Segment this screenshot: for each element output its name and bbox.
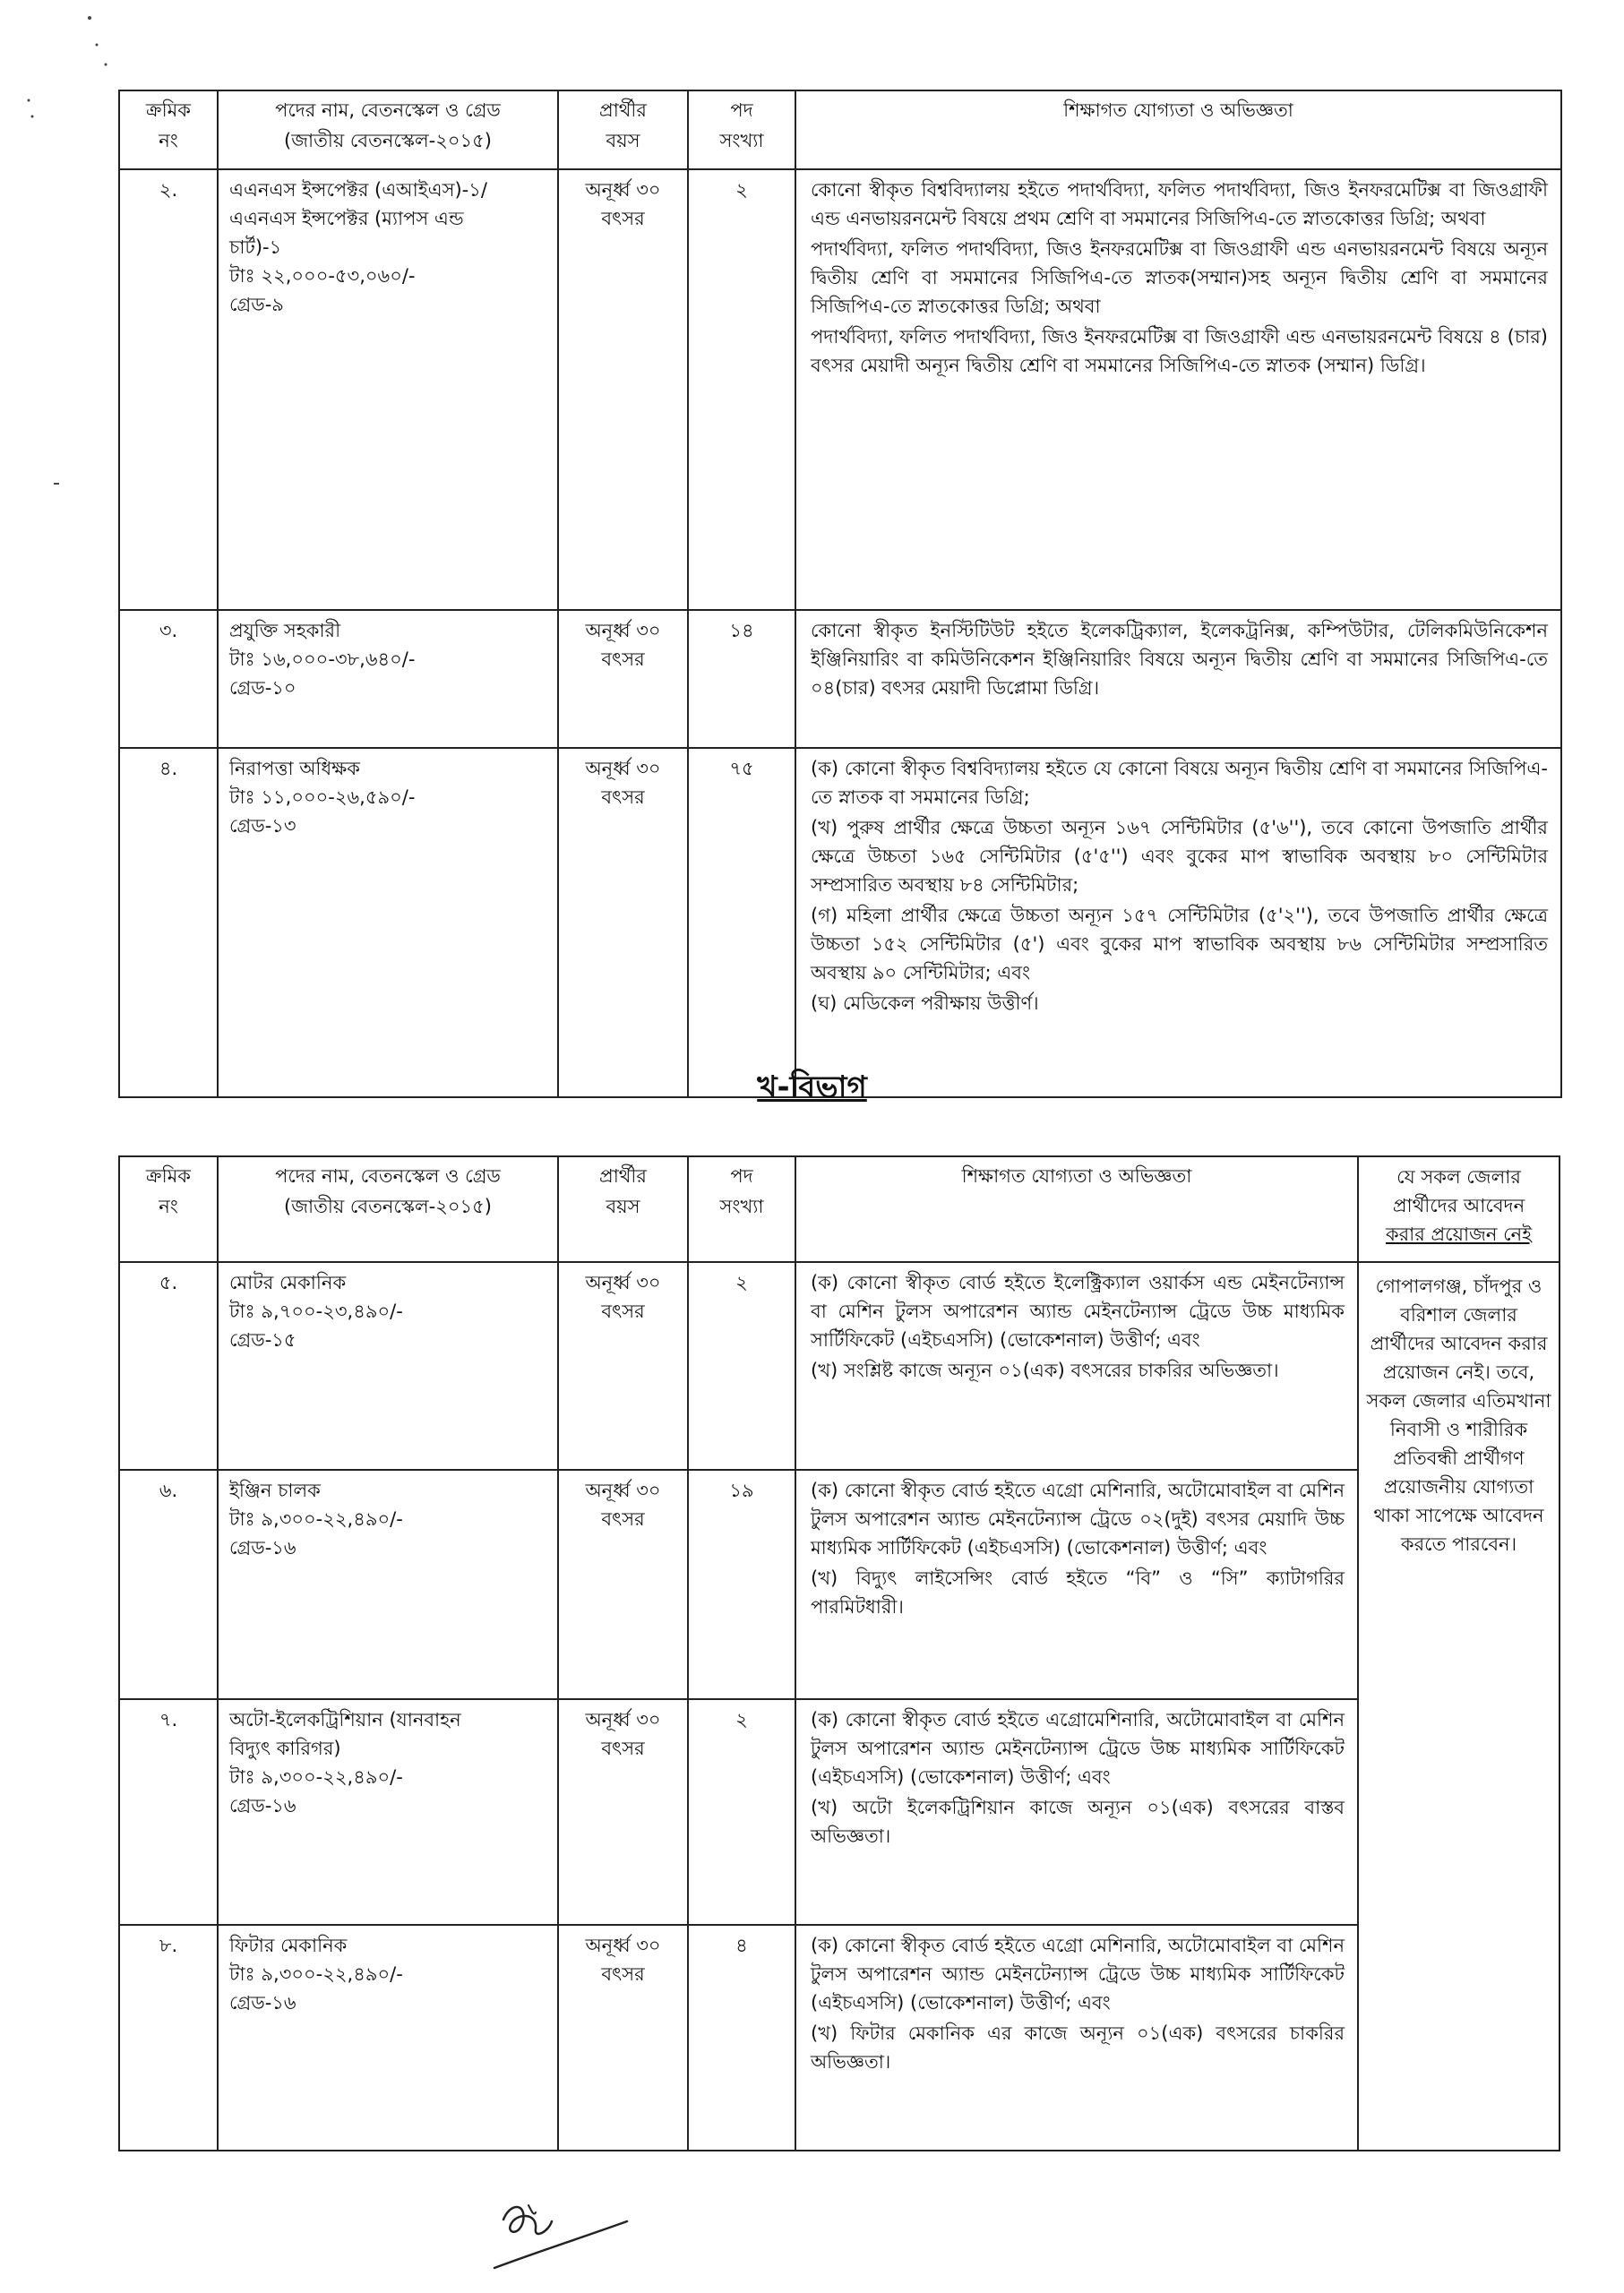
row-age: অনূর্ধ্ব ৩০ বৎসর — [558, 169, 688, 610]
row-count: ২ — [688, 1262, 795, 1470]
header-qualification: শিক্ষাগত যোগ্যতা ও অভিজ্ঞতা — [795, 1156, 1358, 1262]
section-a-table — [118, 90, 1562, 1098]
section-b-table — [118, 1155, 1560, 2151]
row-post: নিরাপত্তা অধিক্ষক টাঃ ১১,০০০-২৬,৫৯০/- গ্রেড-১৩ — [218, 748, 558, 1097]
row-count: ৭৫ — [688, 748, 795, 1097]
row-count: ৪ — [688, 1925, 795, 2151]
row-qualification: (ক) কোনো স্বীকৃত বোর্ড হইতে এগ্রোমেশিনারি, অটোমোবাইল বা মেশিন টুলস অপারেশন অ্যান্ড মেইনটেন্যান্স ট্রেডে উচ্চ মাধ্যমিক সার্টিফিকেট (এইচএসসি) (ভোকেশনাল) উত্তীর্ণ; এবং (খ) অটো ইলেকট্রিশিয়ান কাজে অন্যূন ০১(এক) বৎসরের বাস্তব অভিজ্ঞতা। — [795, 1699, 1358, 1925]
row-age: অনূর্ধ্ব ৩০ বৎসর — [558, 1262, 688, 1470]
row-age: অনূর্ধ্ব ৩০ বৎসর — [558, 610, 688, 748]
header-age: প্রার্থীর বয়স — [558, 1156, 688, 1262]
table-row — [119, 1470, 1560, 1699]
row-serial: ৫. — [119, 1262, 218, 1470]
row-qualification: (ক) কোনো স্বীকৃত বোর্ড হইতে এগ্রো মেশিনারি, অটোমোবাইল বা মেশিন টুলস অপারেশন অ্যান্ড মেইনটেন্যান্স ট্রেডে ০২(দুই) বৎসর মেয়াদি উচ্চ মাধ্যমিক সার্টিফিকেট (এইচএসসি) (ভোকেশনাল) উত্তীর্ণ; এবং (খ) বিদ্যুৎ লাইসেন্সিং বোর্ড হইতে “বি” ও “সি” ক্যাটাগরির পারমিটধারী। — [795, 1470, 1358, 1699]
row-qualification: কোনো স্বীকৃত বিশ্ববিদ্যালয় হইতে পদার্থবিদ্যা, ফলিত পদার্থবিদ্যা, জিও ইনফরমেটিক্স বা জিওগ্রাফী এন্ড এনভায়রনমেন্ট বিষয়ে প্রথম শ্রেণি বা সমমানের সিজিপিএ-তে স্নাতকোত্তর ডিগ্রি; অথবা পদার্থবিদ্যা, ফলিত পদার্থবিদ্যা, জিও ইনফরমেটিক্স বা জিওগ্রাফী এন্ড এনভায়রনমেন্ট বিষয়ে অন্যূন দ্বিতীয় শ্রেণি বা সমমানের সিজিপিএ-তে স্নাতক(সম্মান)সহ অন্যূন দ্বিতীয় শ্রেণি বা সমমানের সিজিপিএ-তে স্নাতকোত্তর ডিগ্রি; অথবা পদার্থবিদ্যা, ফলিত পদার্থবিদ্যা, জিও ইনফরমেটিক্স বা জিওগ্রাফী এন্ড এনভায়রনমেন্ট বিষয়ে ৪ (চার) বৎসর মেয়াদী অন্যূন দ্বিতীয় শ্রেণি বা সমমানের সিজিপিএ-তে স্নাতক (সম্মান) ডিগ্রি। — [795, 169, 1561, 610]
header-post: পদের নাম, বেতনস্কেল ও গ্রেড (জাতীয় বেতনস্কেল-২০১৫) — [218, 1156, 558, 1262]
section-b-title: খ-বিভাগ — [757, 1069, 867, 1105]
table-row — [119, 1699, 1560, 1925]
row-post: প্রযুক্তি সহকারী টাঃ ১৬,০০০-৩৮,৬৪০/- গ্রেড-১০ — [218, 610, 558, 748]
table-row — [119, 169, 1561, 610]
row-age: অনূর্ধ্ব ৩০ বৎসর — [558, 748, 688, 1097]
table-header-row — [119, 90, 1561, 169]
header-qualification: শিক্ষাগত যোগ্যতা ও অভিজ্ঞতা — [795, 90, 1561, 169]
row-age: অনূর্ধ্ব ৩০ বৎসর — [558, 1699, 688, 1925]
table-row — [119, 748, 1561, 1097]
header-serial: ক্রমিক নং — [119, 90, 218, 169]
row-count: ১৯ — [688, 1470, 795, 1699]
row-qualification: (ক) কোনো স্বীকৃত বিশ্ববিদ্যালয় হইতে যে কোনো বিষয়ে অন্যূন দ্বিতীয় শ্রেণি বা সমমানের সিজিপিএ-তে স্নাতক বা সমমানের ডিগ্রি; (খ) পুরুষ প্রার্থীর ক্ষেত্রে উচ্চতা অন্যূন ১৬৭ সেন্টিমিটার (৫'৬''), তবে কোনো উপজাতি প্রার্থীর ক্ষেত্রে উচ্চতা ১৬৫ সেন্টিমিটার (৫'৫'') এবং বুকের মাপ স্বাভাবিক অবস্থায় ৮০ সেন্টিমিটার সম্প্রসারিত অবস্থায় ৮৪ সেন্টিমিটার; (গ) মহিলা প্রার্থীর ক্ষেত্রে উচ্চতা অন্যূন ১৫৭ সেন্টিমিটার (৫'২''), তবে উপজাতি প্রার্থীর ক্ষেত্রে উচ্চতা ১৫২ সেন্টিমিটার (৫') এবং বুকের মাপ স্বাভাবিক অবস্থায় ৮৬ সেন্টিমিটার সম্প্রসারিত অবস্থায় ৯০ সেন্টিমিটার; এবং (ঘ) মেডিকেল পরীক্ষায় উত্তীর্ণ। — [795, 748, 1561, 1097]
row-serial: ৪. — [119, 748, 218, 1097]
row-post: এএনএস ইন্সপেক্টর (এআইএস)-১/ এএনএস ইন্সপেক্টর (ম্যাপস এন্ড চার্ট)-১ টাঃ ২২,০০০-৫৩,০৬০/- গ্রেড-৯ — [218, 169, 558, 610]
row-serial: ৬. — [119, 1470, 218, 1699]
table-header-row — [119, 1156, 1560, 1262]
row-age: অনূর্ধ্ব ৩০ বৎসর — [558, 1925, 688, 2151]
row-post: ইঞ্জিন চালক টাঃ ৯,৩০০-২২,৪৯০/- গ্রেড-১৬ — [218, 1470, 558, 1699]
row-serial: ২. — [119, 169, 218, 610]
row-qualification: (ক) কোনো স্বীকৃত বোর্ড হইতে ইলেক্ট্রিক্যাল ওয়ার্কস এন্ড মেইনটেন্যান্স বা মেশিন টুলস অপারেশন অ্যান্ড মেইনটেন্যান্স ট্রেডে উচ্চ মাধ্যমিক সার্টিফিকেট (এইচএসসি) (ভোকেশনাল) উত্তীর্ণ; এবং (খ) সংশ্লিষ্ট কাজে অন্যূন ০১(এক) বৎসরের চাকরির অভিজ্ঞতা। — [795, 1262, 1358, 1470]
row-post: অটো-ইলেকট্রিশিয়ান (যানবাহন বিদ্যুৎ কারিগর) টাঃ ৯,৩০০-২২,৪৯০/- গ্রেড-১৬ — [218, 1699, 558, 1925]
row-age: অনূর্ধ্ব ৩০ বৎসর — [558, 1470, 688, 1699]
row-count: ১৪ — [688, 610, 795, 748]
signature-mark — [484, 2186, 645, 2275]
row-serial: ৮. — [119, 1925, 218, 2151]
header-age: প্রার্থীর বয়স — [558, 90, 688, 169]
row-count: ২ — [688, 1699, 795, 1925]
district-note: গোপালগঞ্জ, চাঁদপুর ও বরিশাল জেলার প্রার্থীদের আবেদন করার প্রয়োজন নেই। তবে, সকল জেলার এতিমখানা নিবাসী ও শারীরিক প্রতিবন্ধী প্রার্থীগণ প্রয়োজনীয় যোগ্যতা থাকা সাপেক্ষে আবেদন করতে পারবেন। — [1358, 1262, 1560, 2151]
row-serial: ৭. — [119, 1699, 218, 1925]
row-post: ফিটার মেকানিক টাঃ ৯,৩০০-২২,৪৯০/- গ্রেড-১৬ — [218, 1925, 558, 2151]
header-post: পদের নাম, বেতনস্কেল ও গ্রেড (জাতীয় বেতনস্কেল-২০১৫) — [218, 90, 558, 169]
scan-marks — [0, 0, 125, 537]
row-post: মোটর মেকানিক টাঃ ৯,৭০০-২৩,৪৯০/- গ্রেড-১৫ — [218, 1262, 558, 1470]
row-serial: ৩. — [119, 610, 218, 748]
header-districts: যে সকল জেলার প্রার্থীদের আবেদন করার প্রয়োজন নেই — [1358, 1156, 1560, 1262]
row-count: ২ — [688, 169, 795, 610]
header-count: পদ সংখ্যা — [688, 90, 795, 169]
table-row — [119, 1925, 1560, 2151]
row-qualification: কোনো স্বীকৃত ইনস্টিটিউট হইতে ইলেকট্রিক্যাল, ইলেকট্রনিক্স, কম্পিউটার, টেলিকমিউনিকেশন ইঞ্জিনিয়ারিং বা কমিউনিকেশন ইঞ্জিনিয়ারিং বিষয়ে অন্যূন দ্বিতীয় শ্রেণি বা সমমানের সিজিপিএ-তে ০৪(চার) বৎসর মেয়াদী ডিপ্লোমা ডিগ্রি। — [795, 610, 1561, 748]
row-qualification: (ক) কোনো স্বীকৃত বোর্ড হইতে এগ্রো মেশিনারি, অটোমোবাইল বা মেশিন টুলস অপারেশন অ্যান্ড মেইনটেন্যান্স ট্রেডে উচ্চ মাধ্যমিক সার্টিফিকেট (এইচএসসি) (ভোকেশনাল) উত্তীর্ণ; এবং (খ) ফিটার মেকানিক এর কাজে অন্যূন ০১(এক) বৎসরের চাকরির অভিজ্ঞতা। — [795, 1925, 1358, 2151]
table-row — [119, 610, 1561, 748]
header-count: পদ সংখ্যা — [688, 1156, 795, 1262]
table-row — [119, 1262, 1560, 1470]
header-serial: ক্রমিক নং — [119, 1156, 218, 1262]
